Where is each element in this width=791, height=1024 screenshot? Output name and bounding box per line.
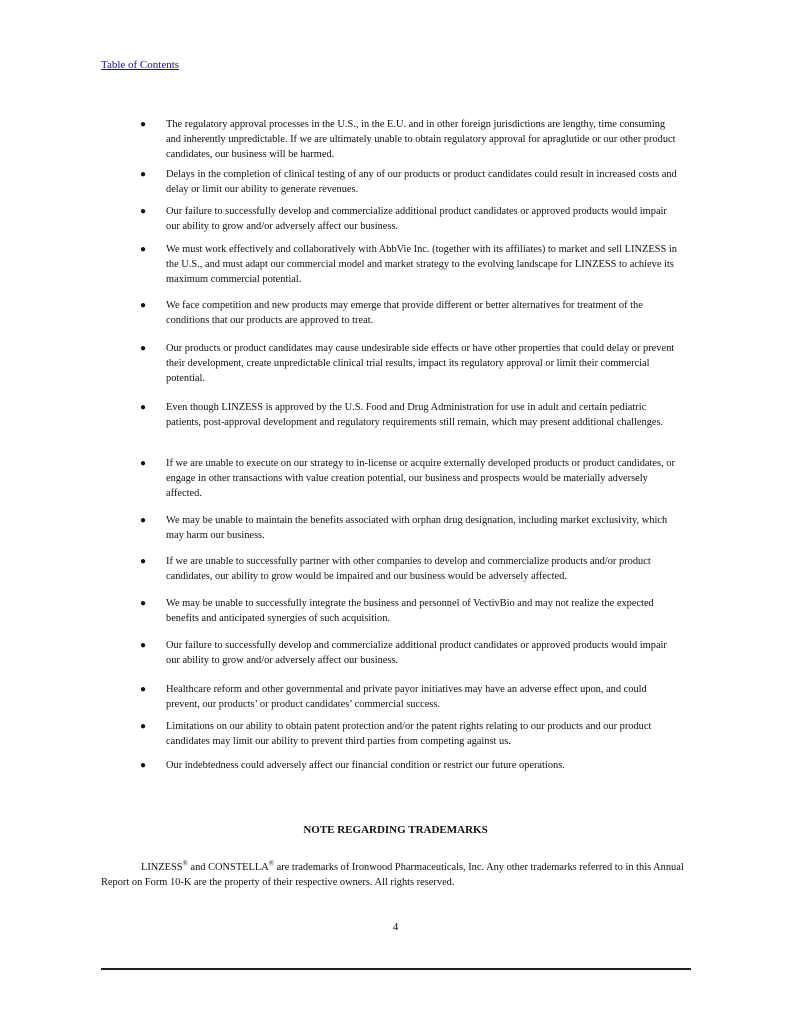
trademarks-paragraph [101,860,691,890]
footer-divider [101,968,691,970]
list-item [140,758,680,773]
list-item [140,242,680,287]
list-item [140,719,680,749]
brand-joiner: and [187,862,209,874]
trademarks-text: are trademarks of Ironwood Pharmaceuticals, Inc. Any other trademarks referred to in this Annual Report on Form 10-K are the property of their respective owners. All rights reserved. [101,862,684,889]
page-number: 4 [392,921,399,933]
bullet-icon: ● [140,556,147,567]
bullet-text: Even though LINZESS is approved by the U.S. Food and Drug Administration for use in adult and certain pediatric patients, post-approval development and regulatory requirements still remain, which may present additional challenges. [166,402,664,428]
bullet-icon: ● [140,760,147,771]
bullet-icon: ● [140,119,147,130]
bullet-text: We must work effectively and collaboratively with AbbVie Inc. (together with its affiliates) to market and sell LINZESS in the U.S., and must adapt our commercial model and market strategy to the evolving landscape for LINZESS to achieve its maximum commercial potential. [166,244,677,285]
bullet-text: Our failure to successfully develop and commercialize additional product candidates or approved products would impair our ability to grow and/or adversely affect our business. [166,640,667,666]
bullet-icon: ● [140,640,147,651]
table-of-contents-link[interactable]: Table of Contents [101,59,180,71]
list-item [140,298,680,328]
trademarks-heading: NOTE REGARDING TRADEMARKS [303,824,488,836]
bullet-text: We face competition and new products may emerge that provide different or better alternatives for treatment of the conditions that our products are approved to treat. [166,300,643,326]
brand-constella: CONSTELLA [208,862,269,874]
registered-mark: ® [268,859,275,868]
list-item [140,682,680,712]
bullet-text: Our products or product candidates may cause undesirable side effects or have other properties that could delay or prevent their development, create unpredictable clinical trial results, impact its regulatory approval or limit their commercial potential. [166,343,675,384]
list-item [140,513,680,543]
bullet-text: Healthcare reform and other governmental and private payor initiatives may have an adverse effect upon, and could prevent, our products’ or product candidates’ commercial success. [166,684,647,710]
list-item [140,638,680,668]
bullet-icon: ● [140,244,147,255]
bullet-icon: ● [140,721,147,732]
list-item [140,456,680,501]
bullet-icon: ● [140,402,147,413]
bullet-text: Delays in the completion of clinical testing of any of our products or product candidates could result in increased costs and delay or limit our ability to generate revenues. [166,169,677,195]
brand-linzess: LINZESS [141,862,183,874]
bullet-icon: ● [140,343,147,354]
list-item [140,117,680,162]
registered-mark: ® [182,859,188,868]
bullet-text: If we are unable to execute on our strategy to in-license or acquire externally developed products or product candidates, or engage in other transactions with value creation potential, our business and prospects would be materially adversely affected. [166,458,675,499]
bullet-text: The regulatory approval processes in the U.S., in the E.U. and in other foreign jurisdictions are lengthy, time consuming and inherently unpredictable. If we are ultimately unable to obtain regulatory approval for apraglutide or our other product candidates, our business will be harmed. [166,119,676,160]
bullet-text: We may be unable to maintain the benefits associated with orphan drug designation, including market exclusivity, which may harm our business. [166,515,668,541]
bullet-icon: ● [140,169,147,180]
bullet-icon: ● [140,300,147,311]
bullet-text: Our indebtedness could adversely affect our financial condition or restrict our future operations. [166,760,565,771]
bullet-icon: ● [140,206,147,217]
bullet-icon: ● [140,684,147,695]
list-item [140,596,680,626]
bullet-text: We may be unable to successfully integrate the business and personnel of VectivBio and may not realize the expected benefits and anticipated synergies of such acquisition. [166,598,654,624]
bullet-icon: ● [140,458,147,469]
list-item [140,341,680,386]
bullet-text: If we are unable to successfully partner with other companies to develop and commercialize products and/or product candidates, our ability to grow would be impaired and our business would be adversely affected. [166,556,651,582]
bullet-icon: ● [140,515,147,526]
list-item [140,167,680,197]
bullet-icon: ● [140,598,147,609]
list-item [140,554,680,584]
list-item [140,204,680,234]
bullet-text: Our failure to successfully develop and commercialize additional product candidates or approved products would impair our ability to grow and/or adversely affect our business. [166,206,667,232]
list-item [140,400,680,430]
bullet-text: Limitations on our ability to obtain patent protection and/or the patent rights relating to our products and our product candidates may limit our ability to prevent third parties from competing against us. [166,721,652,747]
